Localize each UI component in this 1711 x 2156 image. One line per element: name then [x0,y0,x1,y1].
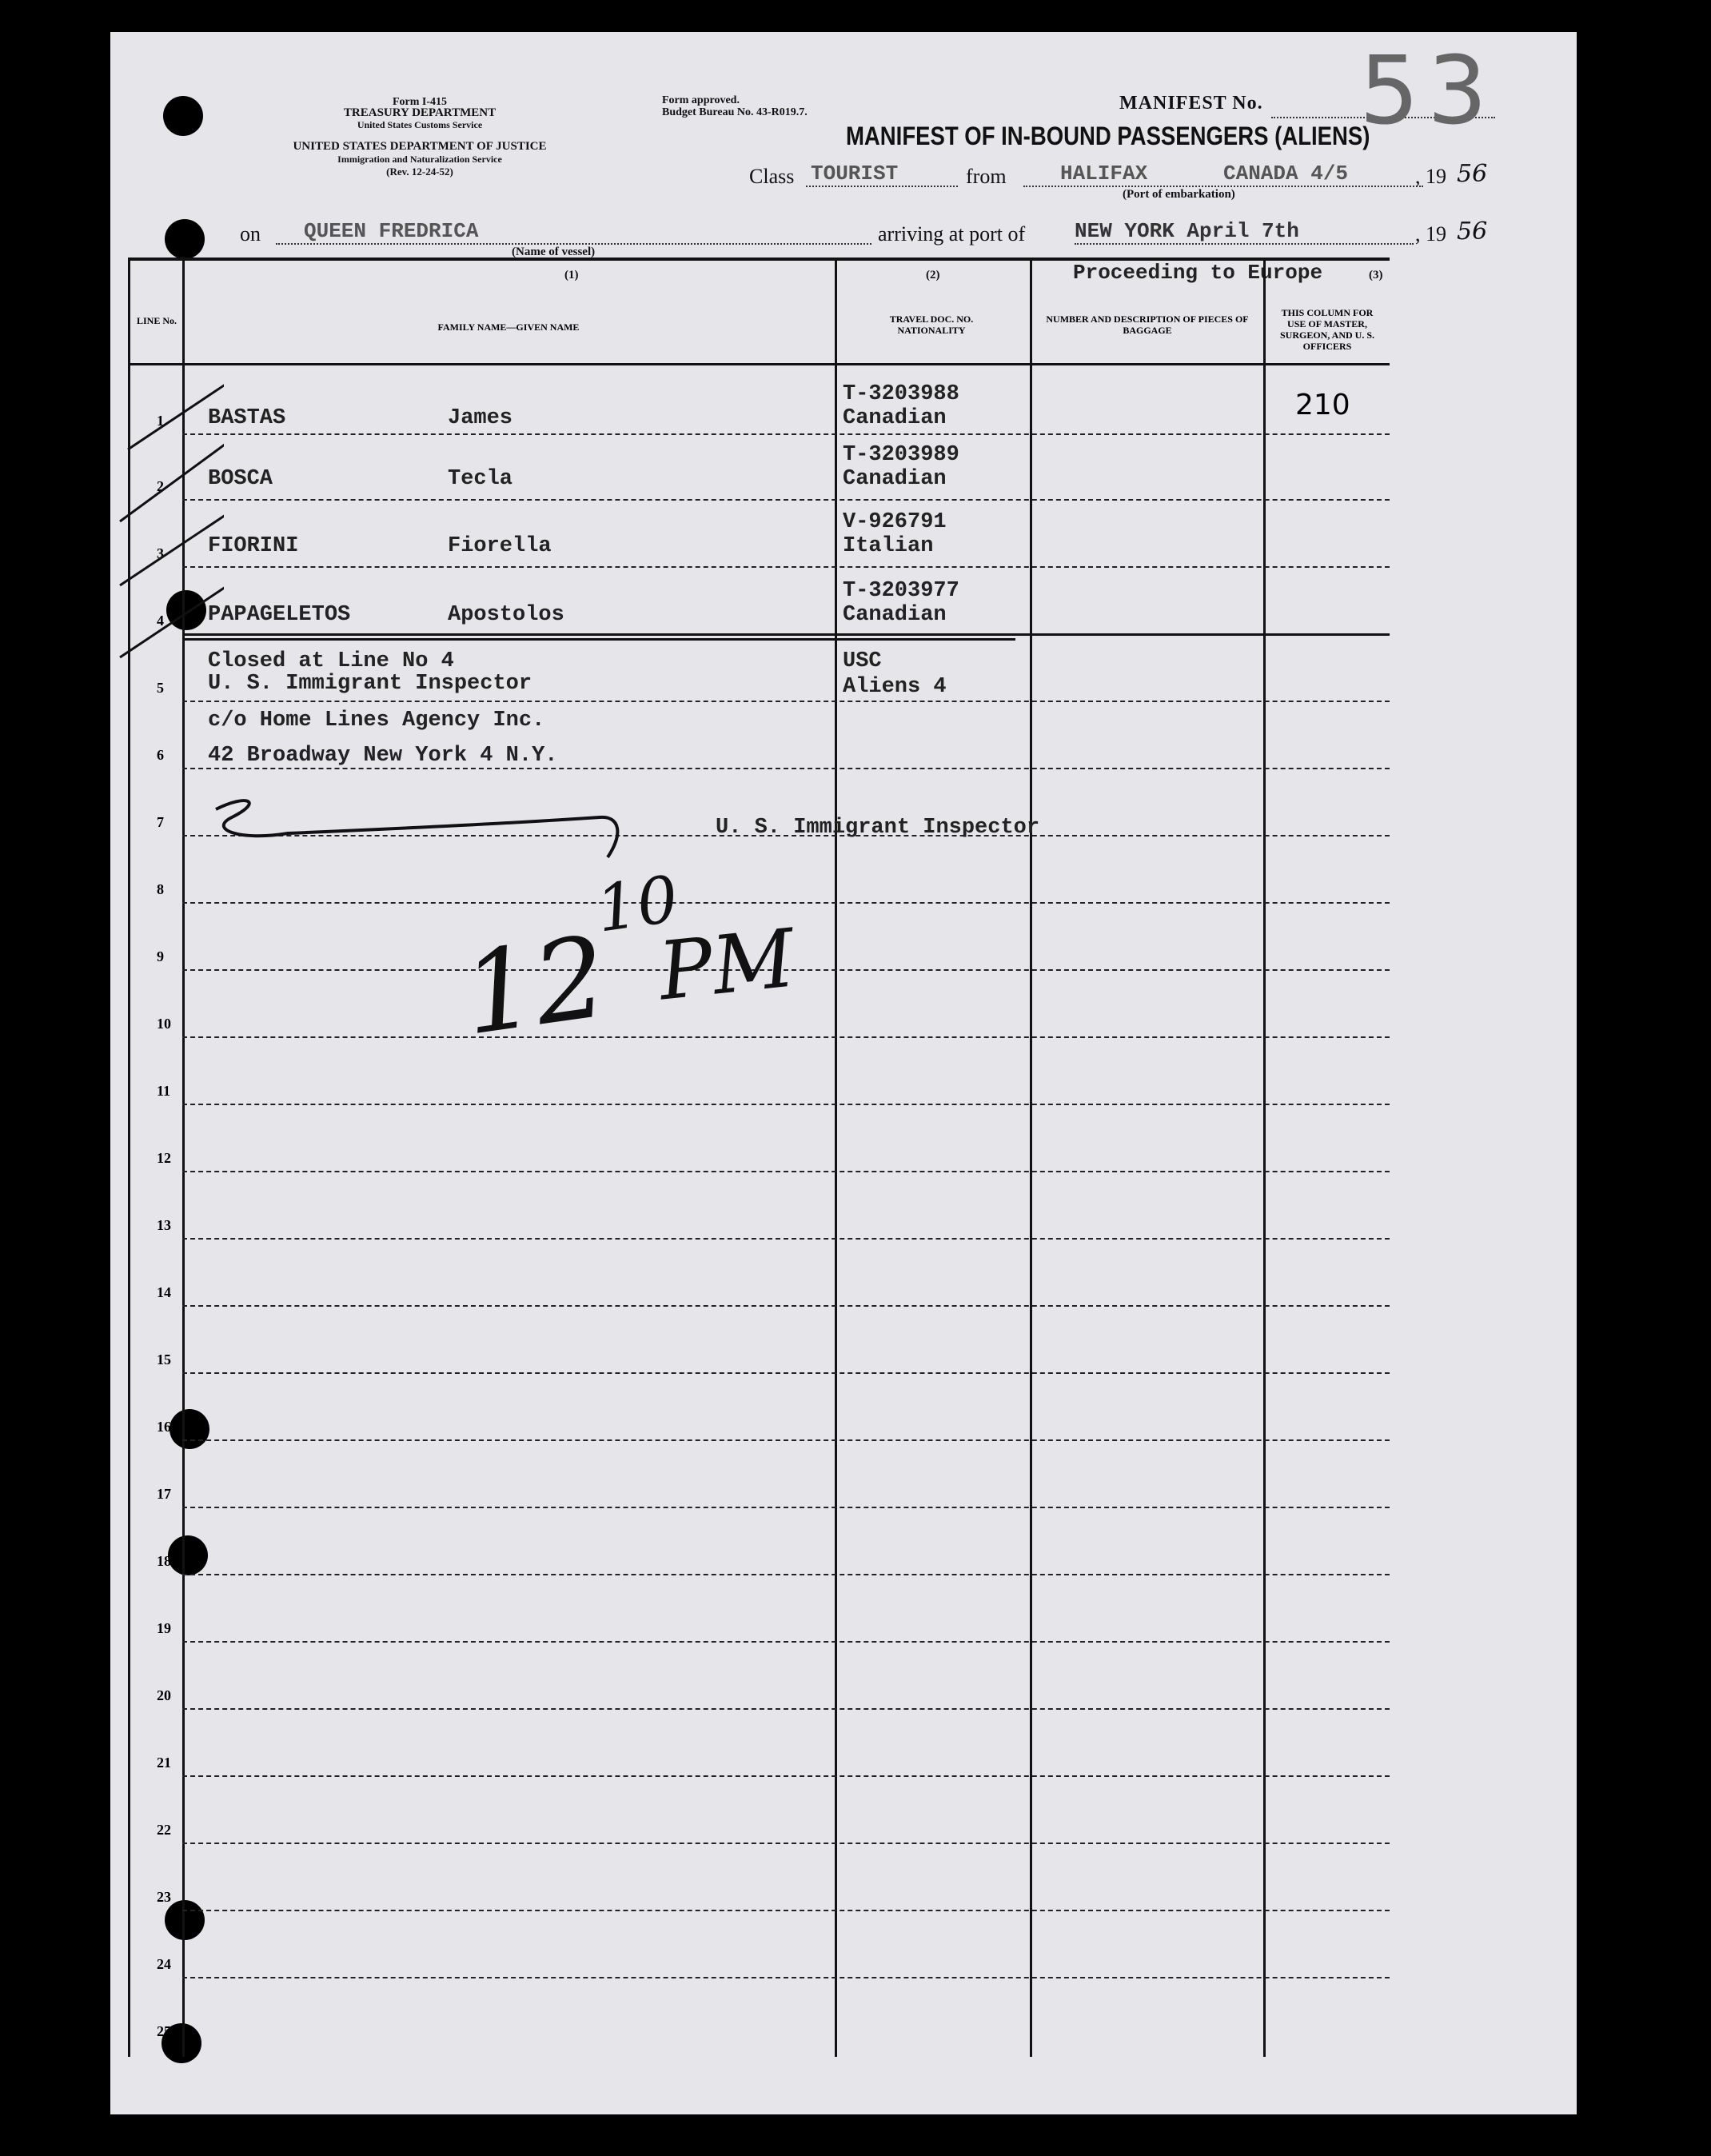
passenger-family-name: FIORINI [208,534,299,558]
handwritten-time: 12 [455,912,615,1061]
col-header-line: LINE No. [136,315,177,326]
passenger-given-name: Apostolos [448,603,564,627]
row-line [182,1775,1390,1777]
line-number: 6 [157,747,164,763]
punch-hole [163,96,203,136]
passenger-nationality: Canadian [843,406,947,430]
vessel-line [276,243,871,245]
ins-service: Immigration and Naturalization Service [337,154,502,165]
year-prefix: , 19 [1415,165,1446,188]
row-line [182,1305,1390,1307]
line-number: 13 [157,1217,171,1233]
row-line [182,768,1390,769]
row-line [182,566,1390,568]
row-line [182,1171,1390,1172]
line-number: 4 [157,613,164,629]
from-country: CANADA 4/5 [1223,162,1349,186]
passenger-given-name: Tecla [448,467,513,491]
closing-underline [184,638,1015,641]
passenger-travel-doc: T-3203977 [843,579,959,603]
signature-icon [184,785,632,865]
proceeding-note: Proceeding to Europe [1073,261,1323,285]
closing-address: 42 Broadway New York 4 N.Y. [208,744,558,768]
year-value: 56 [1457,160,1488,188]
col-header-baggage: NUMBER AND DESCRIPTION OF PIECES OF BAGGAGE [1046,313,1249,336]
class-value: TOURIST [811,162,899,186]
manifest-number: 53 [1359,35,1496,146]
table-top-border [128,258,1390,261]
line-number: 18 [157,1553,171,1569]
page-title: MANIFEST OF IN-BOUND PASSENGERS (ALIENS) [846,122,1370,150]
closing-line: Closed at Line No 4 [208,649,454,673]
row-line [182,1439,1390,1441]
line-number: 24 [157,1956,171,1972]
row-line [182,499,1390,501]
from-line [1023,186,1423,187]
officer-note: 210 [1295,389,1350,421]
arriving-label: arriving at port of [878,222,1026,246]
revision: (Rev. 12-24-52) [386,166,453,178]
row-line [182,1104,1390,1105]
line-number: 1 [157,413,164,429]
line-number: 15 [157,1351,171,1367]
line-number: 10 [157,1016,171,1032]
check-marks-icon [96,305,224,705]
row-line [182,433,1390,435]
col-header-travel: TRAVEL DOC. NO. NATIONALITY [889,313,974,336]
line-number: 20 [157,1687,171,1703]
passenger-table [128,258,1390,2057]
passenger-nationality: Italian [843,534,934,558]
line-number: 5 [157,680,164,696]
row-line [182,1372,1390,1374]
port-num: (2) [926,269,940,281]
col-header-officers: THIS COLUMN FOR USE OF MASTER, SURGEON, AND U. S. OFFICERS [1279,307,1375,352]
line-number: 22 [157,1822,171,1838]
passenger-nationality: Canadian [843,467,947,491]
arriving-port: NEW YORK April 7th [1075,219,1299,243]
line-number: 23 [157,1889,171,1905]
row-line [182,633,1390,636]
row-line [182,1238,1390,1240]
row-line [182,701,1390,702]
line-number: 3 [157,545,164,561]
closing-agency: c/o Home Lines Agency Inc. [208,709,545,733]
line-number: 17 [157,1486,171,1502]
line-number: 2 [157,478,164,494]
class-label: Class [749,165,795,188]
col-header-name: FAMILY NAME—GIVEN NAME [437,321,580,333]
arriving-line [1075,243,1414,245]
vessel-label: (Name of vessel) [512,246,596,258]
line-number: 25 [157,2023,171,2039]
col-border [1263,258,1266,2057]
vessel-num: (1) [564,269,579,281]
arrival-year-prefix: , 19 [1415,222,1446,246]
vessel-name: QUEEN FREDRICA [304,219,479,243]
line-number: 11 [157,1083,171,1099]
passenger-family-name: BASTAS [208,406,286,430]
row-line [182,1036,1390,1038]
passenger-given-name: James [448,406,513,430]
from-label: from [966,165,1007,188]
justice-dept: UNITED STATES DEPARTMENT OF JUSTICE [293,140,547,153]
line-number: 7 [157,814,164,830]
passenger-family-name: BOSCA [208,467,273,491]
passenger-travel-doc: V-926791 [843,510,947,534]
budget-bureau: Budget Bureau No. 43-R019.7. [662,106,808,118]
passenger-travel-doc: T-3203988 [843,382,959,406]
passenger-travel-doc: T-3203989 [843,443,959,467]
aliens-count: Aliens 4 [843,675,947,699]
usc-count: USC [843,649,882,673]
line-number: 21 [157,1755,171,1771]
passenger-given-name: Fiorella [448,534,552,558]
table-header-border [128,363,1390,365]
line-number: 16 [157,1419,171,1435]
handwritten-pm: PM [654,911,800,1019]
manifest-label: MANIFEST No. [1119,93,1263,114]
on-label: on [240,222,261,246]
line-number: 14 [157,1284,171,1300]
from-value: HALIFAX [1060,162,1148,186]
punch-hole [165,219,205,259]
passenger-nationality: Canadian [843,603,947,627]
line-number: 12 [157,1150,171,1166]
port-embarkation-num: (3) [1369,269,1383,281]
class-line [806,186,958,187]
row-line [182,902,1390,904]
row-line [182,1507,1390,1508]
customs-service: United States Customs Service [357,119,483,130]
inspector-title: U. S. Immigrant Inspector [716,816,1040,840]
handwritten-minutes: 10 [592,861,683,947]
line-number: 19 [157,1620,171,1636]
port-embarkation-label: (Port of embarkation) [1123,188,1235,201]
row-line [182,1574,1390,1575]
line-number: 8 [157,881,164,897]
row-line [182,1910,1390,1911]
form-id: Form I-415 [392,96,448,108]
closing-inspector: U. S. Immigrant Inspector [208,672,532,696]
passenger-family-name: PAPAGELETOS [208,603,351,627]
arrival-year-value: 56 [1457,218,1488,246]
line-number: 9 [157,948,164,964]
row-line [182,1977,1390,1978]
col-border [1030,258,1032,2057]
col-border [835,258,837,2057]
form-approved: Form approved. [662,94,740,106]
row-line [182,1843,1390,1844]
row-line [182,1641,1390,1643]
row-line [182,1708,1390,1710]
treasury-dept: TREASURY DEPARTMENT [343,106,497,119]
